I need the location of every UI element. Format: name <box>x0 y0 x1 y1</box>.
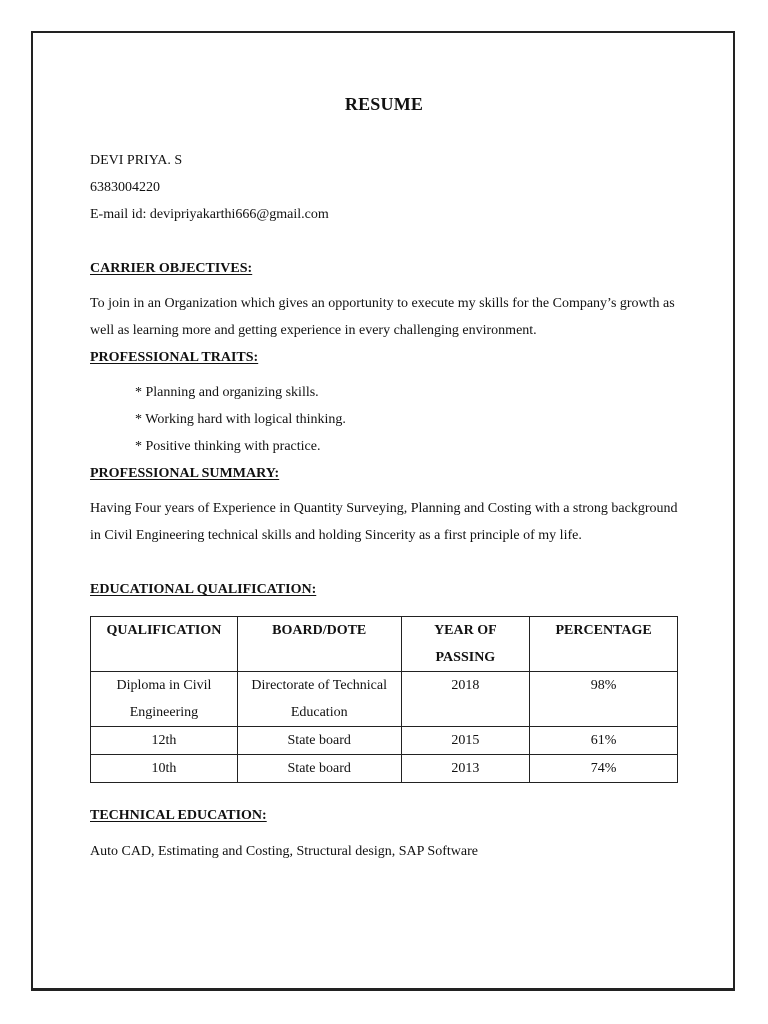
traits-heading: PROFESSIONAL TRAITS: <box>90 350 259 365</box>
trait-item: * Positive thinking with practice. <box>135 439 321 454</box>
table-row <box>91 755 678 783</box>
table-row <box>91 727 678 755</box>
table-cell: Directorate of Technical Education <box>237 672 401 727</box>
table-cell: 61% <box>530 727 678 755</box>
objectives-heading: CARRIER OBJECTIVES: <box>90 261 253 276</box>
table-cell: 12th <box>91 727 238 755</box>
objectives-text: To join in an Organization which gives an opportunity to execute my skills for the Company’s growth as well as learning more and getting experience in every challenging environment. <box>90 296 675 338</box>
resume-title: RESUME <box>344 94 424 114</box>
traits-list <box>135 379 346 460</box>
education-heading: EDUCATIONAL QUALIFICATION: <box>90 582 317 597</box>
table-cell: 2015 <box>401 727 530 755</box>
table-cell: 98% <box>530 672 678 727</box>
table-cell: State board <box>237 755 401 783</box>
table-header-row <box>91 617 678 672</box>
table-cell: State board <box>237 727 401 755</box>
column-header: BOARD/DOTE <box>237 617 401 672</box>
trait-item: * Working hard with logical thinking. <box>135 412 346 427</box>
table-cell: 2018 <box>401 672 530 727</box>
candidate-phone: 6383004220 <box>90 180 160 195</box>
summary-text: Having Four years of Experience in Quantity Surveying, Planning and Costing with a strong background in Civil Engineering technical skills and holding Sincerity as a first principle of my life. <box>90 501 678 543</box>
column-header: PERCENTAGE <box>530 617 678 672</box>
summary-heading: PROFESSIONAL SUMMARY: <box>90 466 280 481</box>
table-row <box>91 672 678 727</box>
column-header: YEAR OF PASSING <box>401 617 530 672</box>
table-cell: 10th <box>91 755 238 783</box>
trait-item: * Planning and organizing skills. <box>135 385 319 400</box>
technical-heading: TECHNICAL EDUCATION: <box>90 808 267 823</box>
table-cell: 2013 <box>401 755 530 783</box>
table-cell: 74% <box>530 755 678 783</box>
education-table <box>90 616 678 783</box>
technical-text: Auto CAD, Estimating and Costing, Structural design, SAP Software <box>90 844 478 859</box>
column-header: QUALIFICATION <box>91 617 238 672</box>
table-cell: Diploma in Civil Engineering <box>91 672 238 727</box>
candidate-name: DEVI PRIYA. S <box>90 153 183 168</box>
candidate-email: E-mail id: devipriyakarthi666@gmail.com <box>90 207 329 222</box>
